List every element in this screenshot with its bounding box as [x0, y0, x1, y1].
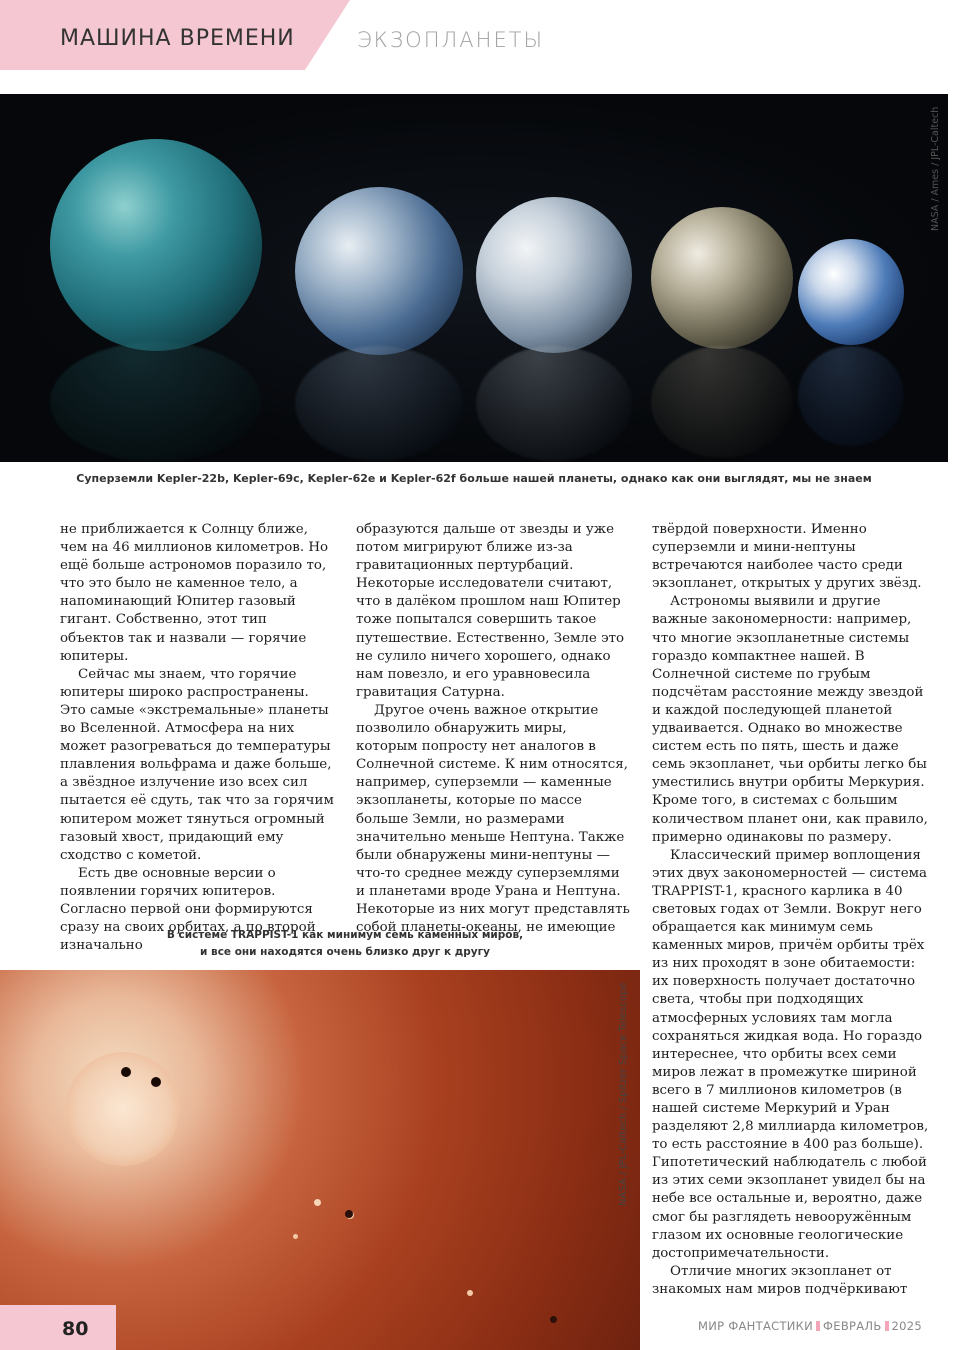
paragraph: Классический пример воплощения этих двух закономерностей — система TRAPPIST-1, красного карлика в 40 световых годах от Земли. Вокруг него обращается как минимум семь каменных миров, причём орбиты трёх из них проходят в зоне обитаемости: их поверхность получает достаточно света, чтобы при подходящих атмосферных условиях там могла сохраняться жидкая вода. Но гораздо интереснее, что орбиты всех семи миров лежат в промежутке шириной всего в 7 миллионов километров (в нашей системе Меркурий и Уран разделяют 2,8 миллиарда километров, то есть расстояние в 400 раз больше). Гипотетический наблюдатель с любой из этих семи экзопланет увидел бы на небе все остальные и, вероятно, даже смог бы разглядеть невооружённым глазом их основные геологические достопримечательности. [652, 847, 929, 1261]
planet-kepler-62f [651, 207, 793, 349]
planet-reflection [295, 346, 463, 461]
distant-planet [293, 1234, 298, 1239]
section-title: МАШИНА ВРЕМЕНИ [60, 26, 295, 51]
text-column-2 [356, 521, 632, 937]
distant-planet [345, 1210, 353, 1218]
trappist-photo [0, 970, 640, 1350]
page-number: 80 [62, 1318, 89, 1340]
paragraph: Астрономы выявили и другие важные закономерности: например, что многие экзопланетные системы гораздо компактнее нашей. В Солнечной системе по грубым подсчётам расстояние между звездой и каждой последующей планетой удваивается. Однако во множестве систем есть по пять, шесть и даже семь экзопланет, чьи орбиты легко бы уместились внутри орбиты Меркурия. Кроме того, в системах с большим количеством планет они, как правило, примерно одинаковы по размеру. [652, 594, 928, 845]
text-column-1 [60, 521, 335, 955]
separator-bar [816, 1321, 820, 1331]
topic-title: ЭКЗОПЛАНЕТЫ [357, 28, 545, 52]
planet-earth [798, 239, 904, 345]
planet-kepler-69c [295, 187, 463, 355]
paragraph: Сейчас мы знаем, что горячие юпитеры широко распространены. Это самые «экстремальные» планеты во Вселенной. Атмосфера на них может разогреваться до температуры плавления вольфрама и даже больше, а звёздное излучение изо всех сил пытается её сдуть, так что за горячим юпитером может тянуться огромный газовый хвост, придающий ему сходство с кометой. [60, 666, 334, 863]
photo-credit-trappist: NASA / JPL-Caltech / Spitzer Space Telescope [618, 982, 629, 1206]
distant-planet [550, 1316, 557, 1323]
planet-reflection [476, 346, 632, 461]
caption-line: и все они находятся очень близко друг к другу [200, 946, 490, 958]
paragraph: не приближается к Солнцу ближе, чем на 46 миллионов километров. Но ещё больше астрономов поразило то, что это было не каменное тело, а напоминающий Юпитер газовый гигант. Собственно, этот тип объектов так и назвали — горячие юпитеры. [60, 522, 329, 664]
separator-bar [885, 1321, 889, 1331]
paragraph: Есть две основные версии о появлении горячих юпитеров. Согласно первой они формируются сразу на своих орбитах, а по второй изначально [60, 865, 316, 954]
transiting-planet [151, 1077, 161, 1087]
issue-year: 2025 [891, 1319, 923, 1333]
page-number-box [0, 1305, 116, 1350]
paragraph: образуются дальше от звезды и уже потом мигрируют ближе из-за гравитационных пертурбаций. Некоторые исследователи считают, что в далёком прошлом наш Юпитер тоже попытался совершить такое путешествие. Естественно, Земле это не сулило ничего хорошего, однако нам повезло, и его уравновесила гравитация Сатурна. [356, 522, 625, 700]
caption-line: В системе TRAPPIST-1 как минимум семь каменных миров, [166, 929, 524, 941]
photo-caption-trappist [130, 927, 560, 961]
magazine-name: МИР ФАНТАСТИКИ [698, 1319, 814, 1333]
planet-reflection [798, 346, 904, 446]
text-column-3 [652, 521, 934, 1299]
header-band [0, 0, 953, 70]
planet-reflection [50, 342, 262, 462]
paragraph: Отличие многих экзопланет от знакомых нам миров подчёркивают [652, 1263, 908, 1297]
paragraph: Другое очень важное открытие позволило обнаружить миры, которым попросту нет аналогов в Солнечной системе. К ним относятся, например, суперземли — каменные экзопланеты, которые по массе больше Земли, но размерами значительно меньше Нептуна. Также были обнаружены мини-нептуны — что-то среднее между суперземлями и планетами вроде Урана и Нептуна. Некоторые из них могут представлять собой планеты-океаны, не имеющие [356, 702, 630, 936]
photo-credit-top: NASA / Ames / JPL-Caltech [930, 106, 941, 231]
planets-photo [0, 94, 948, 462]
issue-month: ФЕВРАЛЬ [823, 1319, 882, 1333]
planet-kepler-62e [476, 197, 632, 353]
paragraph: твёрдой поверхности. Именно суперземли и мини-нептуны встречаются наиболее часто среди экзопланет, открытых у других звёзд. [652, 522, 922, 592]
planet-kepler-22b [50, 139, 262, 351]
distant-planet [314, 1199, 321, 1206]
planet-reflection [651, 346, 793, 458]
footer-magazine-info [698, 1319, 922, 1333]
transiting-planet [121, 1067, 131, 1077]
photo-caption-top: Суперземли Kepler-22b, Kepler-69c, Kepler-62e и Kepler-62f больше нашей планеты, однако как они выглядят, мы не знаем [76, 472, 872, 485]
distant-planet [467, 1290, 473, 1296]
